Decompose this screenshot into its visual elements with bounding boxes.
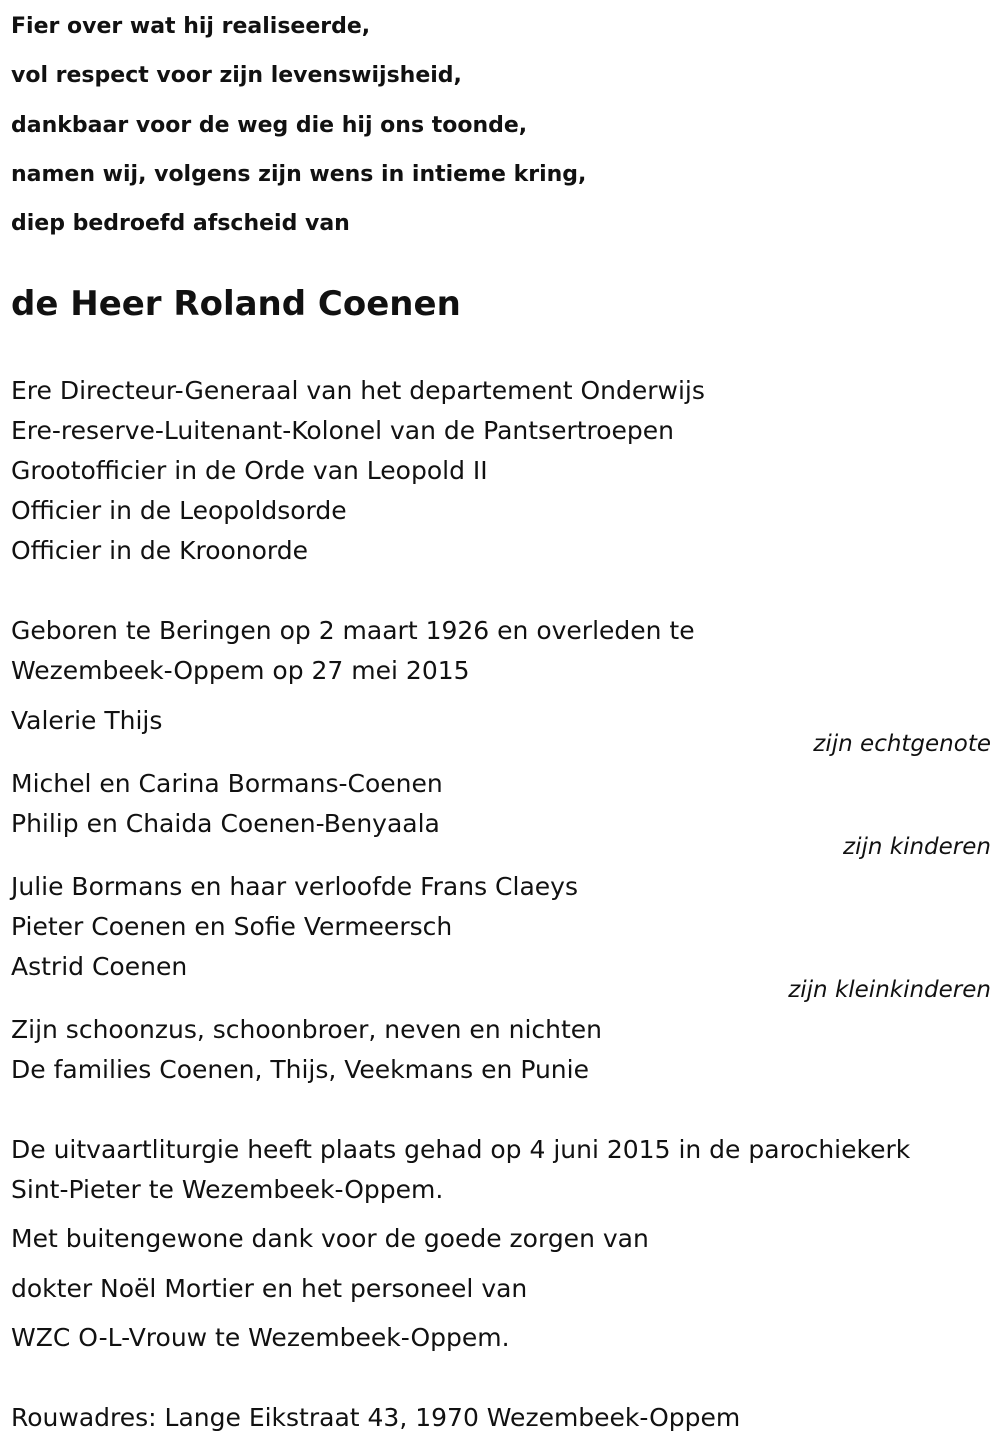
grandchild-name: Pieter Coenen en Sofie Vermeersch (11, 912, 453, 941)
title-line: Officier in de Kroonorde (11, 536, 309, 565)
funeral-line: De uitvaartliturgie heeft plaats gehad op 4 juni 2015 in de parochiekerk (11, 1135, 911, 1164)
spouse-name: Valerie Thijs (11, 706, 163, 735)
child-name: Michel en Carina Bormans-Coenen (11, 769, 443, 798)
title-line: Ere-reserve-Luitenant-Kolonel van de Pantsertroepen (11, 416, 675, 445)
intro-line: dankbaar voor de weg die hij ons toonde, (11, 113, 528, 138)
birth-line: Wezembeek-Oppem op 27 mei 2015 (11, 656, 470, 685)
grandchild-name: Astrid Coenen (11, 952, 188, 981)
child-name: Philip en Chaida Coenen-Benyaala (11, 809, 440, 838)
thanks-line: WZC O-L-Vrouw te Wezembeek-Oppem. (11, 1323, 510, 1352)
thanks-line: dokter Noël Mortier en het personeel van (11, 1274, 528, 1303)
funeral-line: Sint-Pieter te Wezembeek-Oppem. (11, 1175, 444, 1204)
thanks-line: Met buitengewone dank voor de goede zorgen van (11, 1224, 649, 1253)
intro-line: Fier over wat hij realiseerde, (11, 14, 371, 39)
title-line: Ere Directeur-Generaal van het departement Onderwijs (11, 376, 705, 405)
grandchild-name: Julie Bormans en haar verloofde Frans Claeys (11, 872, 578, 901)
family-line: De families Coenen, Thijs, Veekmans en Punie (11, 1055, 589, 1084)
title-line: Officier in de Leopoldsorde (11, 496, 347, 525)
intro-line: diep bedroefd afscheid van (11, 211, 350, 236)
birth-line: Geboren te Beringen op 2 maart 1926 en overleden te (11, 616, 695, 645)
mourning-address: Rouwadres: Lange Eikstraat 43, 1970 Wezembeek-Oppem (11, 1403, 741, 1432)
family-line: Zijn schoonzus, schoonbroer, neven en nichten (11, 1015, 603, 1044)
children-role: zijn kinderen (843, 834, 991, 860)
intro-line: namen wij, volgens zijn wens in intieme kring, (11, 162, 587, 187)
intro-line: vol respect voor zijn levenswijsheid, (11, 63, 462, 88)
grandchildren-role: zijn kleinkinderen (788, 977, 991, 1003)
deceased-name: de Heer Roland Coenen (11, 284, 461, 324)
title-line: Grootofficier in de Orde van Leopold II (11, 456, 488, 485)
spouse-role: zijn echtgenote (813, 731, 991, 757)
